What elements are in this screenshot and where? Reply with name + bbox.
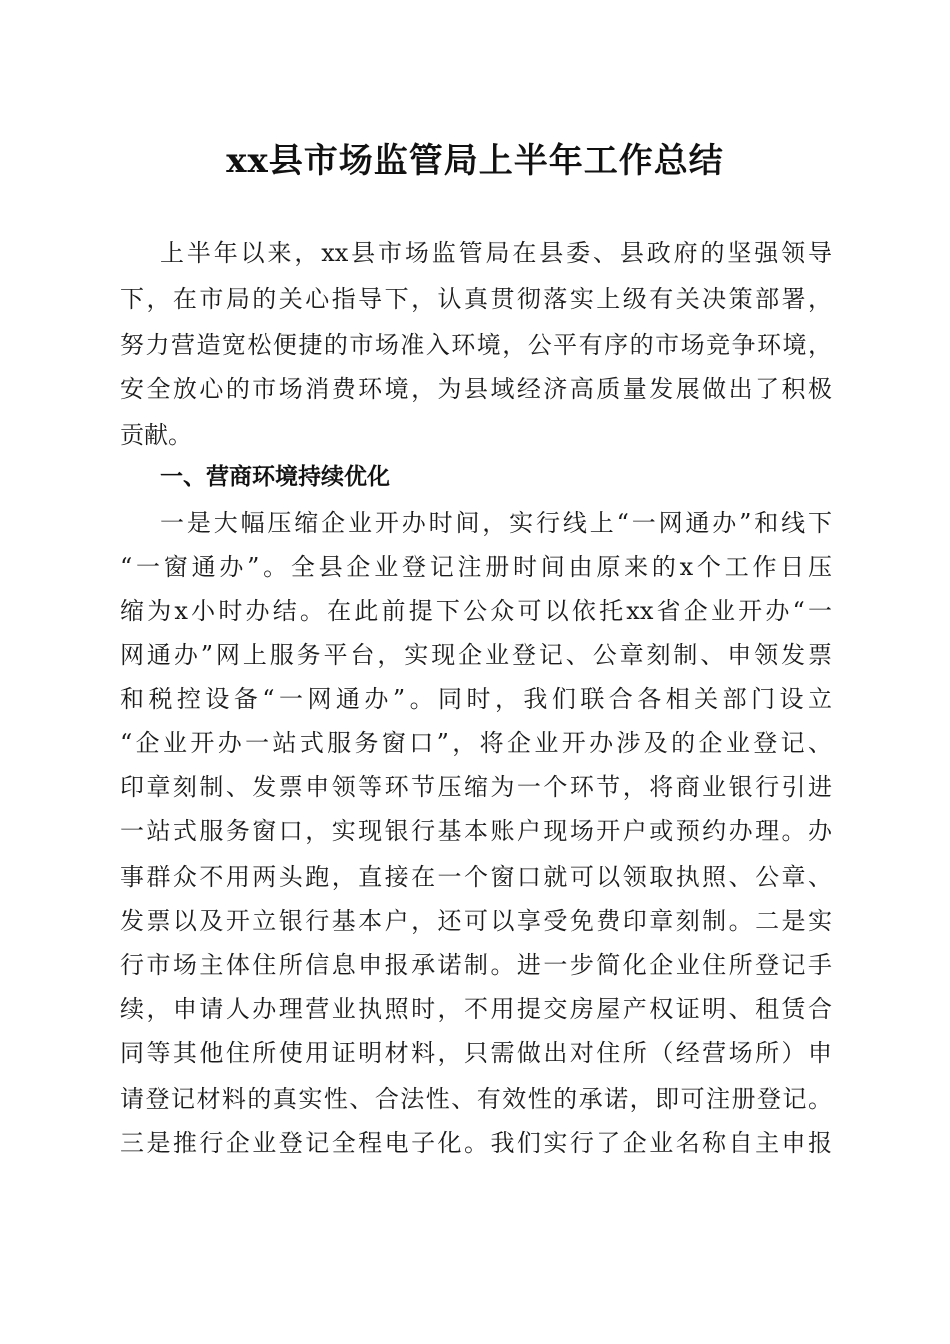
body-line: 同等其他住所使用证明材料，只需做出对住所（经营场所）申 bbox=[120, 1039, 832, 1067]
document-title: xx县市场监管局上半年工作总结 bbox=[226, 141, 724, 181]
body-line: 行市场主体住所信息申报承诺制。进一步简化企业住所登记手 bbox=[120, 951, 832, 979]
body-line: “一窗通办”。全县企业登记注册时间由原来的x个工作日压 bbox=[120, 553, 832, 581]
body-line: 缩为x小时办结。在此前提下公众可以依托xx省企业开办“一 bbox=[120, 597, 832, 625]
body-line: 一是大幅压缩企业开办时间，实行线上“一网通办”和线下 bbox=[160, 509, 832, 537]
body-line: 发票以及开立银行基本户，还可以享受免费印章刻制。二是实 bbox=[120, 907, 832, 935]
body-line: 一站式服务窗口，实现银行基本账户现场开户或预约办理。办 bbox=[120, 817, 832, 845]
body-line: 事群众不用两头跑，直接在一个窗口就可以领取执照、公章、 bbox=[120, 863, 832, 891]
body-line: 网通办”网上服务平台，实现企业登记、公章刻制、申领发票 bbox=[120, 641, 832, 669]
intro-line: 努力营造宽松便捷的市场准入环境，公平有序的市场竞争环境， bbox=[120, 331, 832, 359]
body-line: 请登记材料的真实性、合法性、有效性的承诺，即可注册登记。 bbox=[120, 1085, 832, 1113]
intro-line: 下，在市局的关心指导下，认真贯彻落实上级有关决策部署， bbox=[120, 285, 832, 313]
intro-line: 上半年以来，xx县市场监管局在县委、县政府的坚强领导 bbox=[160, 239, 832, 267]
intro-line: 安全放心的市场消费环境，为县域经济高质量发展做出了积极 bbox=[120, 375, 832, 403]
body-line: “企业开办一站式服务窗口”，将企业开办涉及的企业登记、 bbox=[120, 729, 832, 757]
body-line: 和税控设备“一网通办”。同时，我们联合各相关部门设立 bbox=[120, 685, 832, 713]
body-line: 续，申请人办理营业执照时，不用提交房屋产权证明、租赁合 bbox=[120, 995, 832, 1023]
body-line: 三是推行企业登记全程电子化。我们实行了企业名称自主申报 bbox=[120, 1129, 832, 1157]
section-heading: 一、营商环境持续优化 bbox=[160, 464, 390, 490]
body-line: 印章刻制、发票申领等环节压缩为一个环节，将商业银行引进 bbox=[120, 773, 832, 801]
intro-line: 贡献。 bbox=[120, 421, 192, 449]
